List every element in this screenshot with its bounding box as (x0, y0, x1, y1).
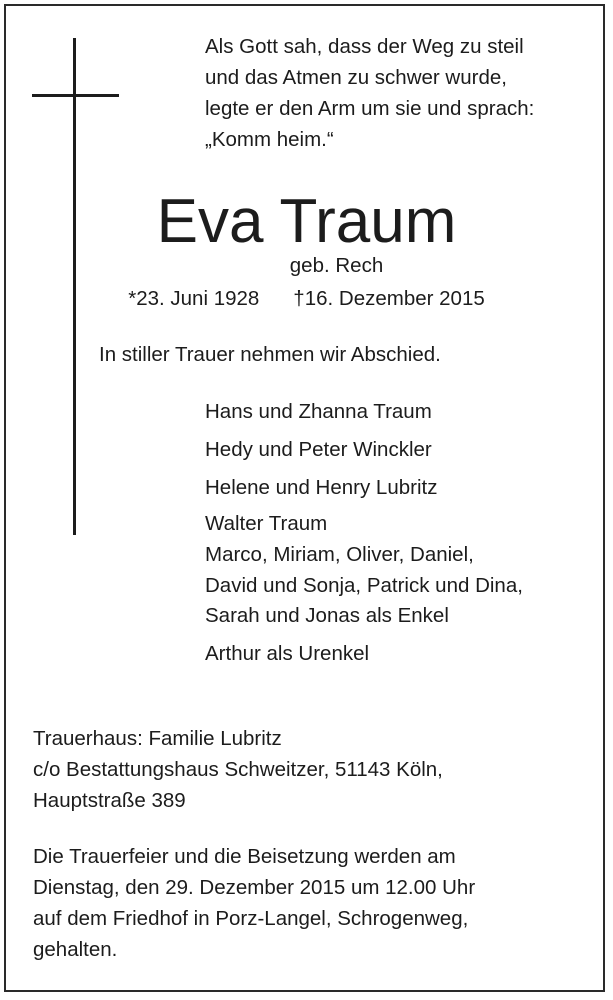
life-dates (0, 284, 613, 314)
funeral-line: gehalten. (33, 938, 118, 961)
family-member: David und Sonja, Patrick und Dina, (205, 574, 523, 597)
farewell-text: In stiller Trauer nehmen wir Abschied. (99, 343, 441, 366)
address-line: c/o Bestattungshaus Schweitzer, 51143 Köln, (33, 758, 443, 781)
funeral-line: Dienstag, den 29. Dezember 2015 um 12.00 Uhr (33, 876, 476, 899)
family-member: Sarah und Jonas als Enkel (205, 604, 449, 627)
family-member: Hedy und Peter Winckler (205, 438, 432, 461)
funeral-line: auf dem Friedhof in Porz-Langel, Schrogenweg, (33, 907, 469, 930)
family-member: Walter Traum (205, 512, 328, 535)
deceased-name: Eva Traum (156, 187, 457, 256)
poem-line: legte er den Arm um sie und sprach: (205, 97, 535, 120)
poem-line: Als Gott sah, dass der Weg zu steil (205, 35, 524, 58)
address-line: Trauerhaus: Familie Lubritz (33, 727, 282, 750)
poem-line: und das Atmen zu schwer wurde, (205, 66, 507, 89)
poem-line: „Komm heim.“ (205, 128, 334, 151)
family-member: Marco, Miriam, Oliver, Daniel, (205, 543, 474, 566)
family-member: Arthur als Urenkel (205, 642, 370, 665)
funeral-line: Die Trauerfeier und die Beisetzung werden am (33, 845, 456, 868)
family-member: Helene und Henry Lubritz (205, 476, 438, 499)
maiden-name: geb. Rech (289, 254, 384, 277)
death-date: †16. Dezember 2015 (293, 287, 485, 310)
cross-icon-horizontal (32, 94, 119, 97)
birth-date: *23. Juni 1928 (128, 287, 260, 310)
family-member: Hans und Zhanna Traum (205, 400, 432, 423)
address-line: Hauptstraße 389 (33, 789, 186, 812)
